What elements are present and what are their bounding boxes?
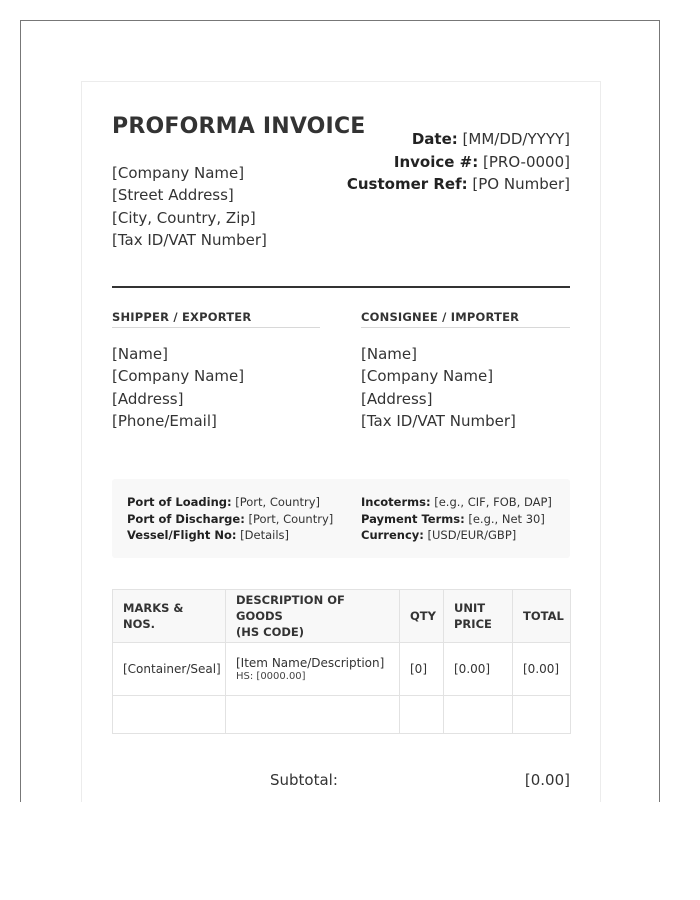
col-description-line2: (HS CODE): [236, 625, 305, 639]
incoterms-value: [e.g., CIF, FOB, DAP]: [434, 495, 552, 509]
currency: [361, 527, 552, 544]
shipper-contact: [Phone/Email]: [112, 411, 217, 430]
consignee-heading: CONSIGNEE / IMPORTER: [361, 310, 570, 328]
customer-ref-line: [347, 173, 570, 196]
invoice-number-label: Invoice #:: [393, 152, 479, 171]
port-of-loading-label: Port of Loading:: [127, 495, 232, 509]
company-name: [Company Name]: [112, 164, 245, 182]
cell-marks: [Container/Seal]: [113, 643, 226, 696]
company-city: [City, Country, Zip]: [112, 208, 256, 227]
cell-empty: [444, 696, 513, 734]
col-unit-price-line1: UNIT: [454, 601, 486, 615]
consignee-name: [Name]: [361, 345, 417, 363]
consignee-block: [361, 343, 516, 432]
shipper-address: [Address]: [112, 389, 184, 408]
date-label: Date:: [411, 130, 458, 148]
cell-qty: [0]: [400, 643, 444, 696]
port-of-discharge: [127, 511, 333, 528]
payment-terms-value: [e.g., Net 30]: [468, 511, 545, 526]
incoterms: [361, 494, 552, 511]
cell-total: [0.00]: [513, 643, 571, 696]
cell-empty: [113, 696, 226, 734]
shipper-name: [Name]: [112, 345, 168, 363]
port-of-discharge-value: [Port, Country]: [248, 511, 334, 526]
cell-empty: [226, 696, 400, 734]
invoice-number-line: [347, 151, 570, 174]
subtotal-label: Subtotal:: [270, 771, 338, 789]
header-divider: [112, 286, 570, 288]
table-header-row: [113, 590, 571, 643]
document-title: PROFORMA INVOICE: [112, 114, 366, 139]
company-street: [Street Address]: [112, 186, 234, 205]
incoterms-label: Incoterms:: [361, 495, 431, 509]
cell-empty: [513, 696, 571, 734]
cell-description: [226, 643, 400, 696]
logistics-ports: [127, 494, 333, 544]
item-hs-code: HS: [0000.00]: [236, 671, 306, 682]
date-line: [347, 128, 570, 151]
port-of-discharge-label: Port of Discharge:: [127, 511, 245, 526]
invoice-number-value: [PRO-0000]: [483, 152, 570, 171]
col-unit-price-line2: PRICE: [454, 617, 492, 631]
subtotal-value: [0.00]: [524, 771, 570, 789]
col-description-line1: DESCRIPTION OF GOODS: [236, 593, 345, 623]
col-total: TOTAL: [513, 590, 571, 643]
shipper-company: [Company Name]: [112, 367, 245, 386]
col-marks: MARKS & NOS.: [113, 590, 226, 643]
shipper-block: [112, 343, 244, 432]
shipper-heading: SHIPPER / EXPORTER: [112, 310, 320, 328]
logistics-terms: [361, 494, 552, 544]
item-description: [Item Name/Description]: [236, 656, 385, 670]
vessel-flight: [127, 527, 333, 544]
col-description: [226, 590, 400, 643]
company-block: [112, 162, 267, 251]
consignee-company: [Company Name]: [361, 367, 494, 386]
vessel-flight-label: Vessel/Flight No:: [127, 528, 237, 543]
port-of-loading: [127, 494, 333, 511]
col-unit-price: [444, 590, 513, 643]
consignee-address: [Address]: [361, 389, 433, 408]
consignee-tax-id: [Tax ID/VAT Number]: [361, 411, 516, 430]
vessel-flight-value: [Details]: [240, 528, 289, 543]
cell-unit-price: [0.00]: [444, 643, 513, 696]
table-row: [113, 643, 571, 696]
payment-terms: [361, 511, 552, 528]
cell-empty: [400, 696, 444, 734]
port-of-loading-value: [Port, Country]: [235, 495, 321, 509]
date-value: [MM/DD/YYYY]: [462, 130, 570, 148]
customer-ref-value: [PO Number]: [472, 175, 570, 193]
currency-label: Currency:: [361, 528, 424, 543]
customer-ref-label: Customer Ref:: [346, 175, 468, 193]
col-qty: QTY: [400, 590, 444, 643]
company-tax-id: [Tax ID/VAT Number]: [112, 230, 267, 249]
table-row-empty: [113, 696, 571, 734]
goods-table: [112, 589, 571, 734]
invoice-meta: [347, 128, 570, 196]
currency-value: [USD/EUR/GBP]: [427, 528, 517, 543]
payment-terms-label: Payment Terms:: [361, 511, 465, 526]
